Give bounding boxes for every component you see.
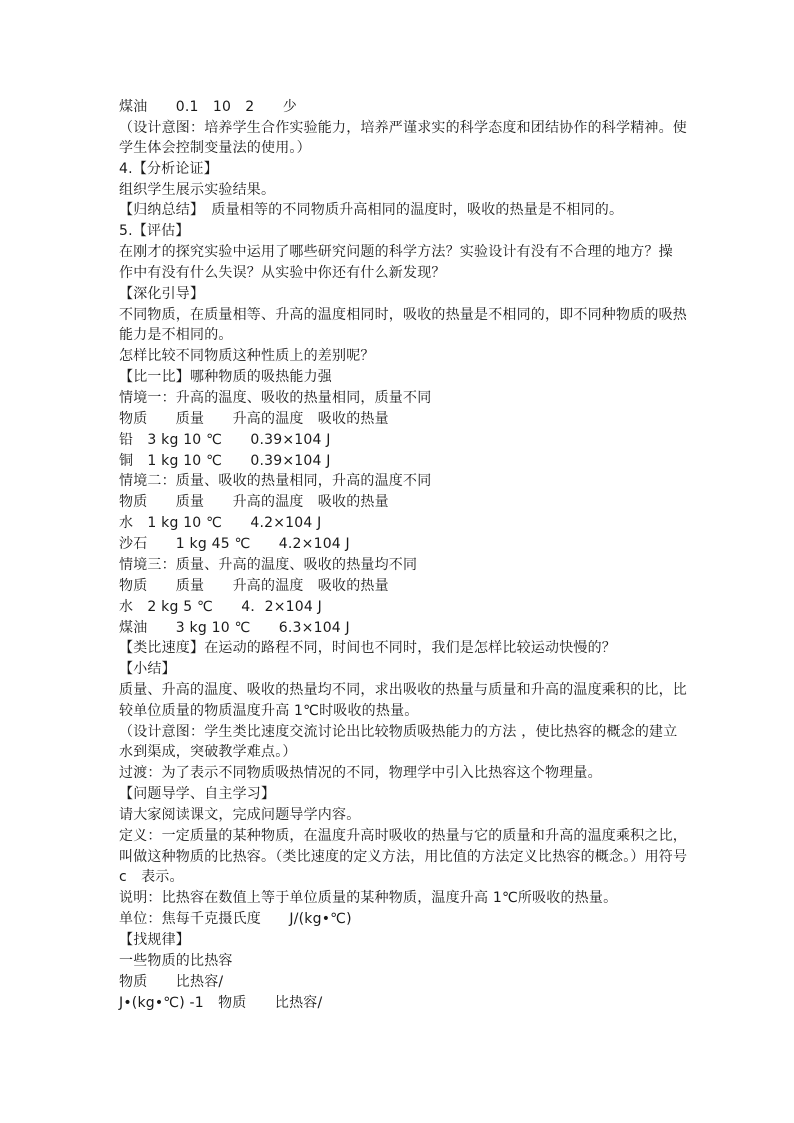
text-line: 一些物质的比热容 — [119, 953, 233, 969]
text-line: 【归纳总结】 质量相等的不同物质升高相同的温度时，吸收的热量是不相同的。 — [119, 202, 624, 218]
text-line: 怎样比较不同物质这种性质上的差别呢？ — [119, 348, 375, 364]
text-line: 【类比速度】在运动的路程不同，时间也不同时，我们是怎样比较运动快慢的？ — [119, 640, 616, 656]
text-line: 水到渠成，突破教学难点。） — [119, 744, 297, 760]
text-line: 不同物质，在质量相等、升高的温度相同时，吸收的热量是不相同的，即不同种物质的吸热 — [119, 307, 687, 323]
section-heading: 【比一比】哪种物质的吸热能力强 — [119, 369, 332, 385]
text-line: 学生体会控制变量法的使用。） — [119, 140, 311, 156]
text-line: 定义：一定质量的某种物质，在温度升高时吸收的热量与它的质量和升高的温度乘积之比， — [119, 828, 687, 844]
table-row: 沙石 1 kg 45 ℃ 4.2×104 J — [119, 536, 350, 552]
table-header: 物质 比热容/ — [119, 974, 224, 990]
section-heading: 5.【评估】 — [119, 223, 190, 239]
text-line: 说明：比热容在数值上等于单位质量的某种物质，温度升高 1℃所吸收的热量。 — [119, 890, 618, 906]
table-row: 水 1 kg 10 ℃ 4.2×104 J — [119, 515, 322, 531]
text-line: c 表示。 — [119, 869, 184, 885]
table-row: 铜 1 kg 10 ℃ 0.39×104 J — [119, 453, 331, 469]
text-line: 煤油 0.1 10 2 少 — [119, 99, 297, 115]
text-line: 能力是不相同的。 — [119, 327, 233, 343]
text-line: 过渡：为了表示不同物质吸热情况的不同，物理学中引入比热容这个物理量。 — [119, 765, 602, 781]
text-line: （设计意图：学生类比速度交流讨论出比较物质吸热能力的方法 ，使比热容的概念的建立 — [119, 724, 678, 740]
table-header: 物质 质量 升高的温度 吸收的热量 — [119, 494, 389, 510]
text-line: 在刚才的探究实验中运用了哪些研究问题的科学方法？实验设计有没有不合理的地方？操 — [119, 244, 673, 260]
text-line: 组织学生展示实验结果。 — [119, 182, 276, 198]
scenario-heading: 情境三：质量、升高的温度、吸收的热量均不同 — [119, 557, 418, 573]
scenario-heading: 情境二：质量、吸收的热量相同，升高的温度不同 — [119, 473, 432, 489]
table-header: 物质 质量 升高的温度 吸收的热量 — [119, 578, 389, 594]
text-line: 质量、升高的温度、吸收的热量均不同，求出吸收的热量与质量和升高的温度乘积的比，比 — [119, 682, 687, 698]
section-heading: 【问题导学、自主学习】 — [119, 786, 276, 802]
section-heading: 【找规律】 — [119, 932, 190, 948]
table-header: J•(kg•℃) -1 物质 比热容/ — [119, 995, 323, 1011]
text-line: 单位：焦每千克摄氏度 J/(kg•℃) — [119, 911, 352, 927]
section-heading: 【小结】 — [119, 661, 176, 677]
table-row: 水 2 kg 5 ℃ 4．2×104 J — [119, 599, 322, 615]
table-header: 物质 质量 升高的温度 吸收的热量 — [119, 411, 389, 427]
scenario-heading: 情境一：升高的温度、吸收的热量相同，质量不同 — [119, 390, 432, 406]
text-line: （设计意图：培养学生合作实验能力，培养严谨求实的科学态度和团结协作的科学精神。使 — [119, 120, 687, 136]
text-line: 较单位质量的物质温度升高 1℃时吸收的热量。 — [119, 703, 419, 719]
text-line: 请大家阅读课文，完成问题导学内容。 — [119, 807, 361, 823]
table-row: 煤油 3 kg 10 ℃ 6.3×104 J — [119, 620, 350, 636]
text-line: 作中有没有什么失误？从实验中你还有什么新发现？ — [119, 265, 446, 281]
section-heading: 【深化引导】 — [119, 286, 205, 302]
section-heading: 4.【分析论证】 — [119, 161, 218, 177]
table-row: 铅 3 kg 10 ℃ 0.39×104 J — [119, 432, 331, 448]
text-line: 叫做这种物质的比热容。（类比速度的定义方法，用比值的方法定义比热容的概念。）用符号 — [119, 849, 688, 865]
